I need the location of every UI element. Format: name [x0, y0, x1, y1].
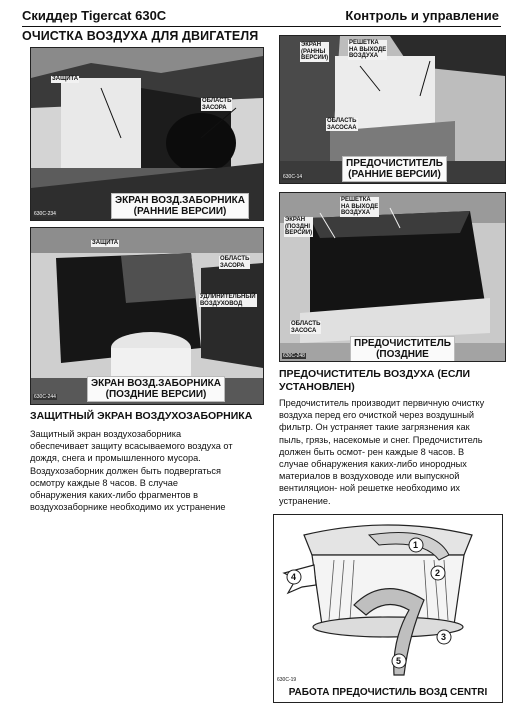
- photo-code: 630C-244: [34, 394, 56, 400]
- photo-caption: ПРЕДОЧИСТИТЕЛЬ (ПОЗДНИЕ: [350, 336, 455, 362]
- diagram-number: 1: [413, 540, 419, 550]
- photo-label: ОБЛАСТЬ ЗАСОСА: [291, 321, 321, 334]
- photo-caption: ЭКРАН ВОЗД.ЗАБОРНИКА (ПОЗДНИЕ ВЕРСИИ): [87, 376, 225, 402]
- photo-label: ЗАЩИТА: [52, 76, 79, 82]
- diagram-number: 3: [441, 632, 447, 642]
- precleaner-body: Предочиститель производит первичную очистку воздуха перед его очисткой через воздушный фильтр. Он устраняет такие загрязнения как пыль, грязь, насекомые и снег. Предочиститель должен быть осмот- рен каждые 8 часов. В случае обнаружения каких-либо инородных материалов в воздуховоде или выпускной вентиляцион- ной решетке необходимо их устранение.: [279, 398, 485, 506]
- photo-intake-screen-late: [30, 227, 264, 405]
- photo-label: РЕШЕТКА НА ВЫХОДЕ ВОЗДУХА: [341, 197, 379, 216]
- photo-precleaner-early: [279, 35, 506, 184]
- photo-label: ЗАЩИТА: [92, 240, 119, 246]
- diagram-code: 630C-19: [277, 677, 297, 683]
- photo-label: ЭКРАН (ПОЗДНI ВЕРСИИ): [285, 217, 313, 236]
- diagram-number: 4: [291, 572, 297, 582]
- header-section: Контроль и управление: [345, 8, 499, 23]
- photo-label: ОБЛАСТЬ ЗАСОРА: [202, 98, 232, 111]
- diagram-number: 2: [435, 568, 441, 578]
- intake-screen-body: Защитный экран воздухозаборника обеспечивает защиту всасываемого воздуха от дождя, снега и промышленного мусора. Воздухозаборник должен быть подвергаться осмотру каждые 8 часов. В случае обнаружения каких-либо фрагментов в воздухозаборнике необходимо их устранение: [30, 429, 233, 513]
- precleaner-diagram: [273, 514, 503, 703]
- photo-label: ОБЛАСТЬ ЗАСОСАА: [327, 118, 357, 131]
- diagram-title: РАБОТА ПРЕДОЧИСТИЛЬ ВОЗД CENTRI: [288, 687, 488, 698]
- header-title: Скиддер Tigercat 630C: [22, 8, 167, 23]
- photo-label: УДЛИНИТЕЛЬНЫЙ ВОЗДУХОВОД: [200, 294, 256, 307]
- photo-precleaner-late: [279, 192, 506, 362]
- photo-caption: ПРЕДОЧИСТИТЕЛЬ (РАННИЕ ВЕРСИИ): [342, 156, 447, 182]
- header-rule: [22, 26, 501, 27]
- precleaner-heading: ПРЕДОЧИСТИТЕЛЬ ВОЗДУХА (ЕСЛИ УСТАНОВЛЕН): [279, 368, 471, 393]
- photo-code: 630C-234: [34, 211, 56, 217]
- photo-label: ОБЛАСТЬ ЗАСОРА: [220, 256, 250, 269]
- photo-intake-screen-early: [30, 47, 264, 221]
- photo-label: РЕШЕТКА НА ВЫХОДЕ ВОЗДУХА: [349, 40, 387, 59]
- photo-code: 630C-14: [283, 174, 303, 180]
- precleaner-diagram-drawing: [274, 515, 502, 702]
- photo-caption: ЭКРАН ВОЗД.ЗАБОРНИКА (РАННИЕ ВЕРСИИ): [111, 193, 249, 219]
- diagram-number: 5: [396, 656, 402, 666]
- section-title: ОЧИСТКА ВОЗДУХА ДЛЯ ДВИГАТЕЛЯ: [22, 29, 259, 43]
- photo-label: ЭКРАН (РАННЫ ВЕРСИИ): [301, 42, 329, 61]
- photo-code: 630C-248: [283, 353, 305, 359]
- intake-screen-heading: ЗАЩИТНЫЙ ЭКРАН ВОЗДУХОЗАБОРНИКА: [30, 410, 253, 422]
